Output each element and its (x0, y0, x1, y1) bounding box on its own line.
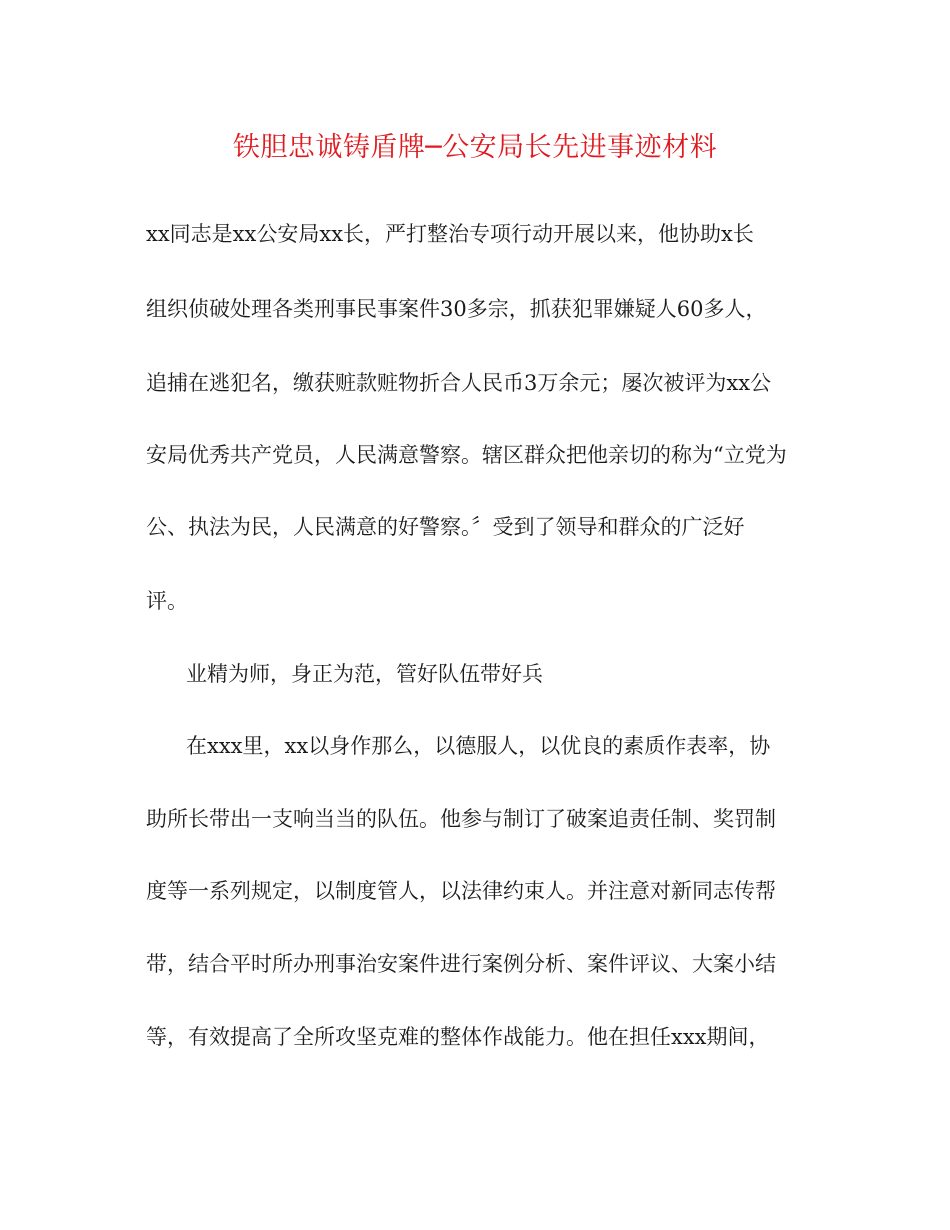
paragraph-line: xx同志是xx公安局xx长，严打整治专项行动开展以来，他协助x长 (146, 222, 754, 246)
paragraph-line: 组织侦破处理各类刑事民事案件30多宗，抓获犯罪嫌疑人60多人， (146, 297, 767, 321)
document-title: 铁胆忠诚铸盾牌─公安局长先进事迹材料 (232, 132, 718, 163)
paragraph-line: 追捕在逃犯名，缴获赃款赃物折合人民币3万余元；屡次被评为xx公 (146, 371, 772, 395)
paragraph-line: 安局优秀共产党员，人民满意警察。辖区群众把他亲切的称为“立党为 (146, 443, 787, 467)
paragraph-line: 带，结合平时所办刑事治安案件进行案例分析、案件评议、大案小结 (146, 952, 776, 976)
section-heading: 业精为师，身正为范，管好队伍带好兵 (186, 662, 543, 686)
paragraph-line: 评。 (146, 589, 188, 613)
paragraph-line: 度等一系列规定，以制度管人，以法律约束人。并注意对新同志传帮 (146, 879, 776, 903)
paragraph-line: 等，有效提高了全所攻坚克难的整体作战能力。他在担任xxx期间， (146, 1025, 770, 1049)
paragraph-line: 公、执法为民，人民满意的好警察。〞受到了领导和群众的广泛好 (146, 515, 745, 539)
paragraph-line: 助所长带出一支响当当的队伍。他参与制订了破案追责任制、奖罚制 (146, 807, 776, 831)
paragraph-line: 在xxx里，xx以身作那么，以德服人，以优良的素质作表率，协 (186, 734, 771, 758)
